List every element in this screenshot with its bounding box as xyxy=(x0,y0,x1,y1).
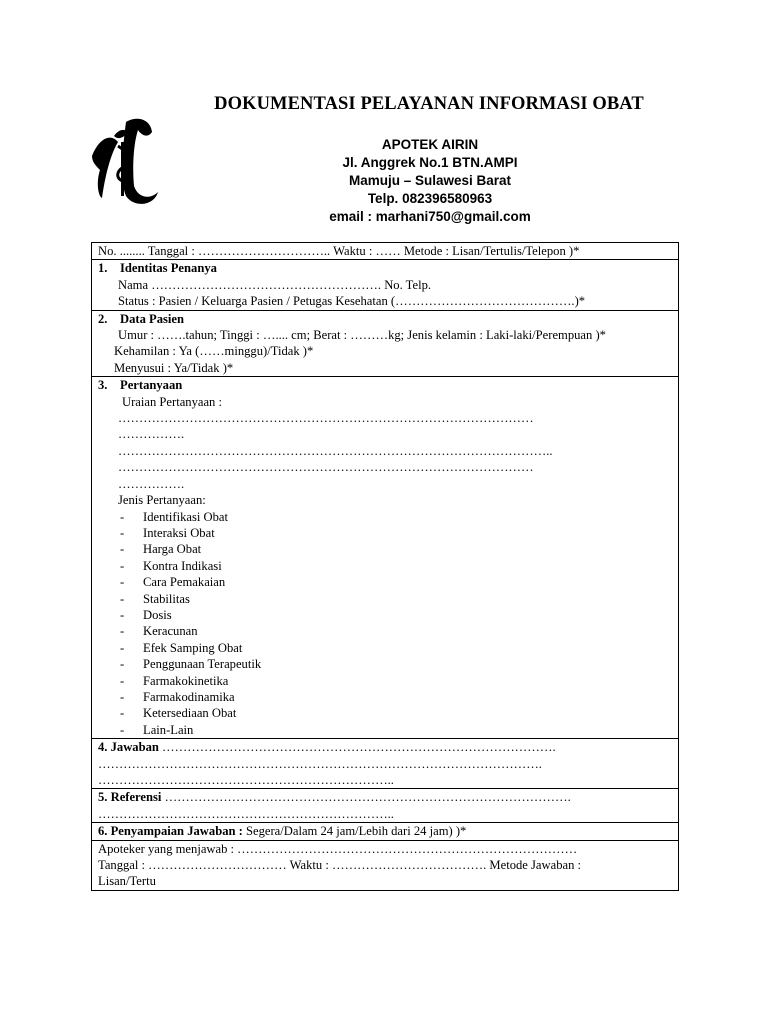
page-title: DOKUMENTASI PELAYANAN INFORMASI OBAT xyxy=(214,94,644,114)
list-item: - Farmakodinamika xyxy=(120,689,235,704)
section-identitas xyxy=(92,259,678,309)
list-item: - Farmakokinetika xyxy=(120,673,229,688)
jawaban-line-1: 4. Jawaban …………………………………………………………………………………. xyxy=(98,740,556,755)
section-identitas-title: 1. Identitas Penanya xyxy=(98,261,217,276)
metode-jawaban-value: Lisan/Tertu xyxy=(98,874,156,889)
penyampaian-title: 6. Penyampaian Jawaban : Segera/Dalam 24 jam/Lebih dari 24 jam) )* xyxy=(98,824,467,839)
section-data-pasien-title: 2. Data Pasien xyxy=(98,311,185,326)
list-item: - Efek Samping Obat xyxy=(120,640,243,655)
nama-field: Nama ………………………………………………. No. Telp. xyxy=(118,277,432,292)
list-item: - Interaksi Obat xyxy=(120,525,215,540)
jenis-label: Jenis Pertanyaan: xyxy=(118,493,206,508)
status-field: Status : Pasien / Keluarga Pasien / Petugas Kesehatan (…………………………………….)* xyxy=(118,294,586,309)
uraian-line-3: ………………………………………………………………………………………….. xyxy=(118,443,553,458)
section-pertanyaan-title: 3. Pertanyaan xyxy=(98,378,183,393)
list-item: - Stabilitas xyxy=(120,591,190,606)
list-item: - Penggunaan Terapeutik xyxy=(120,657,262,672)
referensi-line-2: …………………………………………………………….. xyxy=(98,806,394,821)
jawaban-line-2: ……………………………………………………………………………………………. xyxy=(98,756,542,771)
uraian-line-4: ……………………………………………………………………………………… xyxy=(118,460,534,475)
pio-form xyxy=(91,242,679,891)
list-item: - Dosis xyxy=(120,607,172,622)
row-header xyxy=(92,243,678,259)
uraian-label: Uraian Pertanyaan : xyxy=(122,394,223,409)
apoteker-field: Apoteker yang menjawab : ……………………………………………………………………… xyxy=(98,841,578,856)
section-data-pasien xyxy=(92,310,678,377)
uraian-line-2: ……………. xyxy=(118,427,185,442)
section-pertanyaan xyxy=(92,376,678,738)
jawaban-line-3: …………………………………………………………….. xyxy=(98,773,394,787)
section-jawaban xyxy=(92,738,678,788)
list-item: - Lain-Lain xyxy=(120,722,194,737)
section-penyampaian xyxy=(92,822,678,839)
pharmacy-header xyxy=(260,136,600,226)
row-header-text: No. ........ Tanggal : ………………………….. Waktu : …… Metode : Lisan/Tertulis/Telepon )* xyxy=(98,244,580,258)
uraian-line-5: ……………. xyxy=(118,476,185,491)
list-item: - Kontra Indikasi xyxy=(120,558,222,573)
section-referensi xyxy=(92,788,678,822)
list-item: - Cara Pemakaian xyxy=(120,575,226,590)
pharmacy-phone: Telp. 082396580963 xyxy=(367,191,493,206)
menyusui-field: Menyusui : Ya/Tidak )* xyxy=(114,360,234,375)
tanggal-waktu-field: Tanggal : …………………………… Waktu : ………………………………. Metode Jawaban : xyxy=(98,858,582,873)
pharmacy-name: APOTEK AIRIN xyxy=(381,137,479,152)
kehamilan-field: Kehamilan : Ya (……minggu)/Tidak )* xyxy=(114,344,314,359)
pharmacy-address: Jl. Anggrek No.1 BTN.AMPI xyxy=(342,155,518,170)
list-item: - Ketersediaan Obat xyxy=(120,706,237,721)
referensi-line-1: 5. Referensi ……………………………………………………………………………………. xyxy=(98,790,571,805)
umur-field: Umur : …….tahun; Tinggi : ….... cm; Berat : ………kg; Jenis kelamin : Laki-laki/Perempuan )* xyxy=(118,328,606,343)
list-item: - Keracunan xyxy=(120,624,198,639)
list-item: - Identifikasi Obat xyxy=(120,509,228,524)
apotek-logo xyxy=(88,112,160,208)
uraian-line-1: ……………………………………………………………………………………… xyxy=(118,411,534,426)
pharmacy-email: email : marhani750@gmail.com xyxy=(329,209,531,224)
pharmacy-city: Mamuju – Sulawesi Barat xyxy=(348,173,512,188)
list-item: - Harga Obat xyxy=(120,542,202,557)
section-apoteker xyxy=(92,840,678,890)
jenis-list xyxy=(98,509,672,739)
